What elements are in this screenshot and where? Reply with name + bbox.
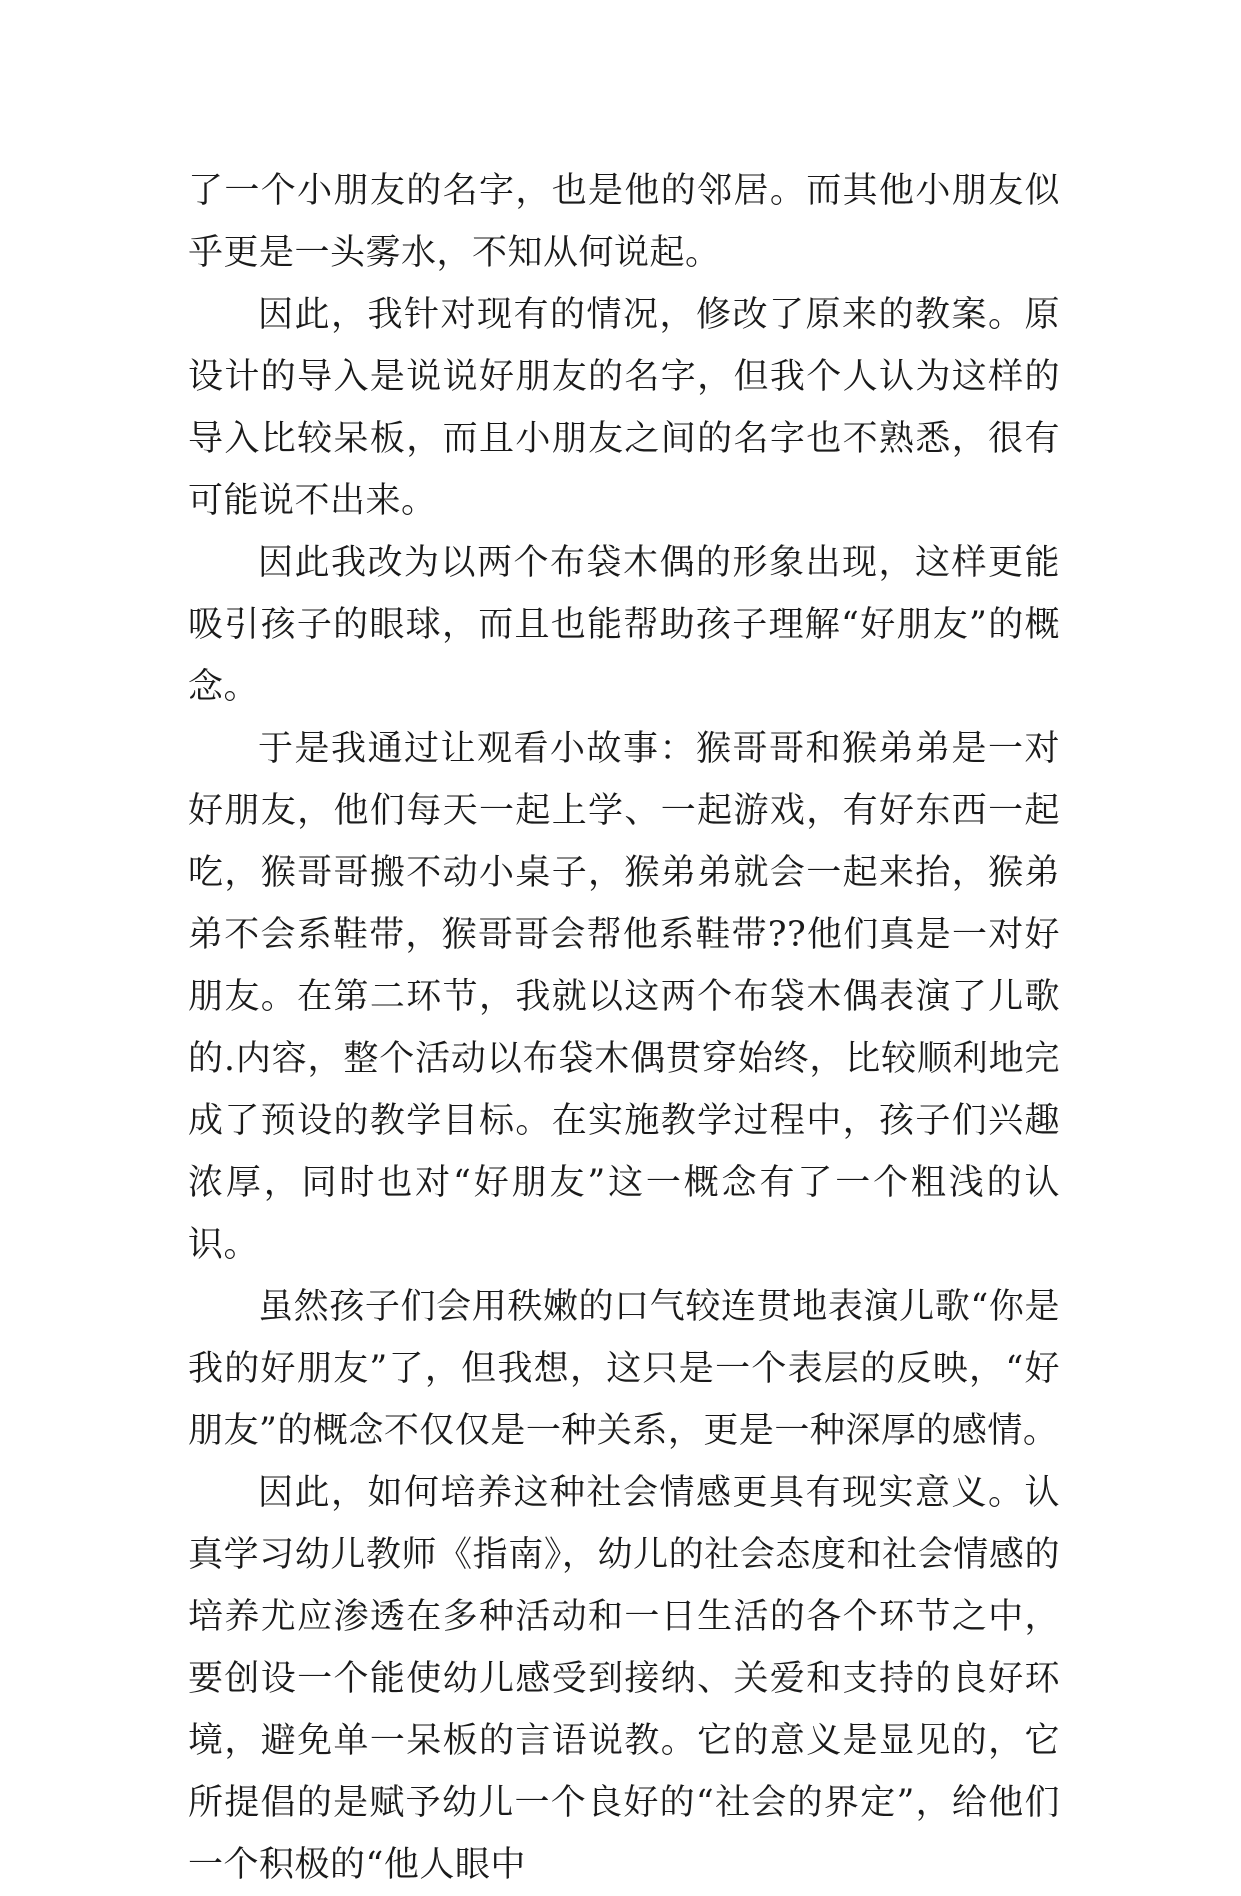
paragraph-6: 因此，如何培养这种社会情感更具有现实意义。认真学习幼儿教师《指南》，幼儿的社会态度和社会情感的培养尤应渗透在多种活动和一日生活的各个环节之中，要创设一个能使幼儿感受到接纳、关爱和支持的良好环境，避免单一呆板的言语说教。它的意义是显见的，它所提倡的是赋予幼儿一个良好的“社会的界定”，给他们一个积极的“他人眼中	[188, 1473, 1060, 1885]
paragraph-5: 虽然孩子们会用秩嫩的口气较连贯地表演儿歌“你是我的好朋友”了，但我想，这只是一个表层的反映，“好朋友”的概念不仅仅是一种关系，更是一种深厚的感情。	[188, 1287, 1060, 1451]
document-body	[188, 160, 1060, 1896]
paragraph-2: 因此，我针对现有的情况，修改了原来的教案。原设计的导入是说说好朋友的名字，但我个人认为这样的导入比较呆板，而且小朋友之间的名字也不熟悉，很有可能说不出来。	[188, 295, 1060, 521]
paragraph-4: 于是我通过让观看小故事：猴哥哥和猴弟弟是一对好朋友，他们每天一起上学、一起游戏，有好东西一起吃，猴哥哥搬不动小桌子，猴弟弟就会一起来抬，猴弟弟不会系鞋带，猴哥哥会帮他系鞋带??他们真是一对好朋友。在第二环节，我就以这两个布袋木偶表演了儿歌的.内容，整个活动以布袋木偶贯穿始终，比较顺利地完成了预设的教学目标。在实施教学过程中，孩子们兴趣浓厚，同时也对“好朋友”这一概念有了一个粗浅的认识。	[188, 729, 1060, 1265]
paragraph-3: 因此我改为以两个布袋木偶的形象出现，这样更能吸引孩子的眼球，而且也能帮助孩子理解“好朋友”的概念。	[188, 543, 1060, 707]
paragraph-1: 了一个小朋友的名字，也是他的邻居。而其他小朋友似乎更是一头雾水，不知从何说起。	[188, 171, 1060, 273]
